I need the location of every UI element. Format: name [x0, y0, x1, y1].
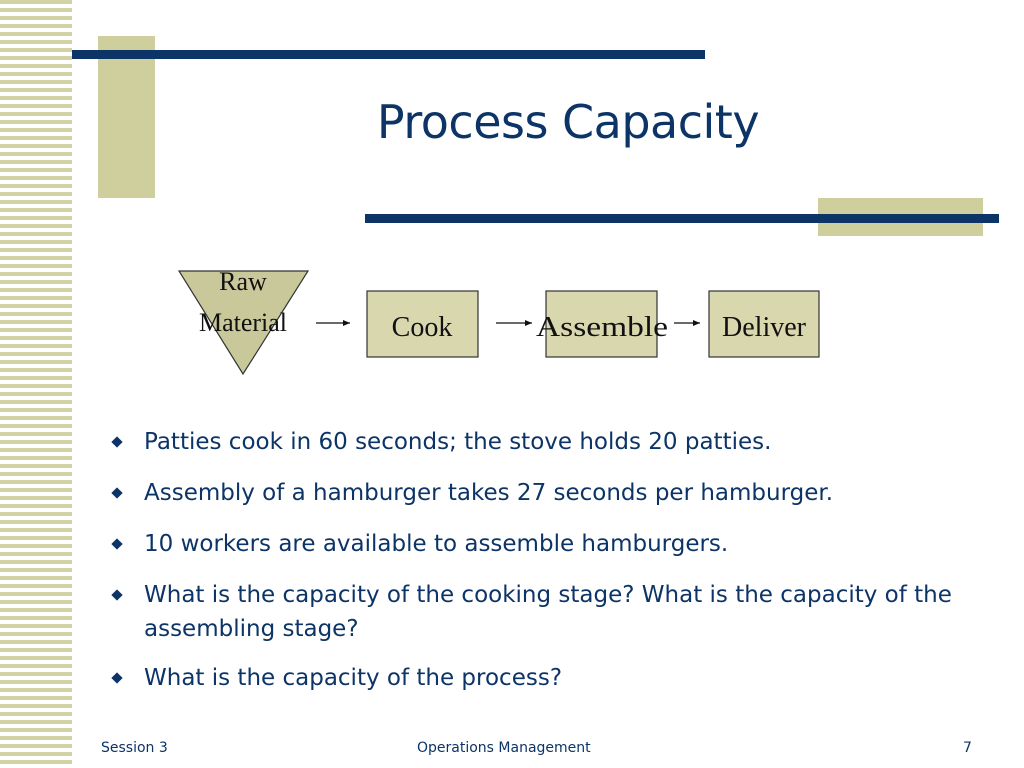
bullet-item [110, 425, 990, 459]
footer-session: Session 3 [101, 740, 168, 756]
bullet-text: Assembly of a hamburger takes 27 seconds per hamburger. [144, 480, 834, 506]
diamond-bullet-icon [111, 538, 122, 549]
bullet-item [110, 527, 990, 561]
diamond-bullet-icon [111, 672, 122, 683]
diamond-bullet-icon [111, 487, 122, 498]
cook-stage-label: Cook [391, 312, 453, 343]
deliver-stage-label: Deliver [722, 312, 806, 343]
bullet-text: Patties cook in 60 seconds; the stove holds 20 patties. [144, 429, 772, 455]
bullet-text: What is the capacity of the process? [144, 665, 563, 691]
bullet-item [110, 578, 990, 646]
bullet-text: 10 workers are available to assemble hamburgers. [144, 531, 729, 557]
diamond-bullet-icon [111, 589, 122, 600]
bullet-item [110, 661, 990, 695]
raw-material-label-line1: Raw [219, 267, 267, 296]
footer-course-title: Operations Management [417, 740, 591, 756]
bullet-item [110, 476, 990, 510]
assemble-stage-label: Assemble [536, 312, 668, 343]
slide-title: Process Capacity [376, 95, 760, 149]
bullet-list [110, 425, 990, 712]
footer-page-number: 7 [963, 740, 972, 756]
raw-material-label-line2: Material [198, 308, 288, 337]
diamond-bullet-icon [111, 436, 122, 447]
bullet-text: What is the capacity of the cooking stage? What is the capacity of the assembling stage? [144, 582, 952, 642]
